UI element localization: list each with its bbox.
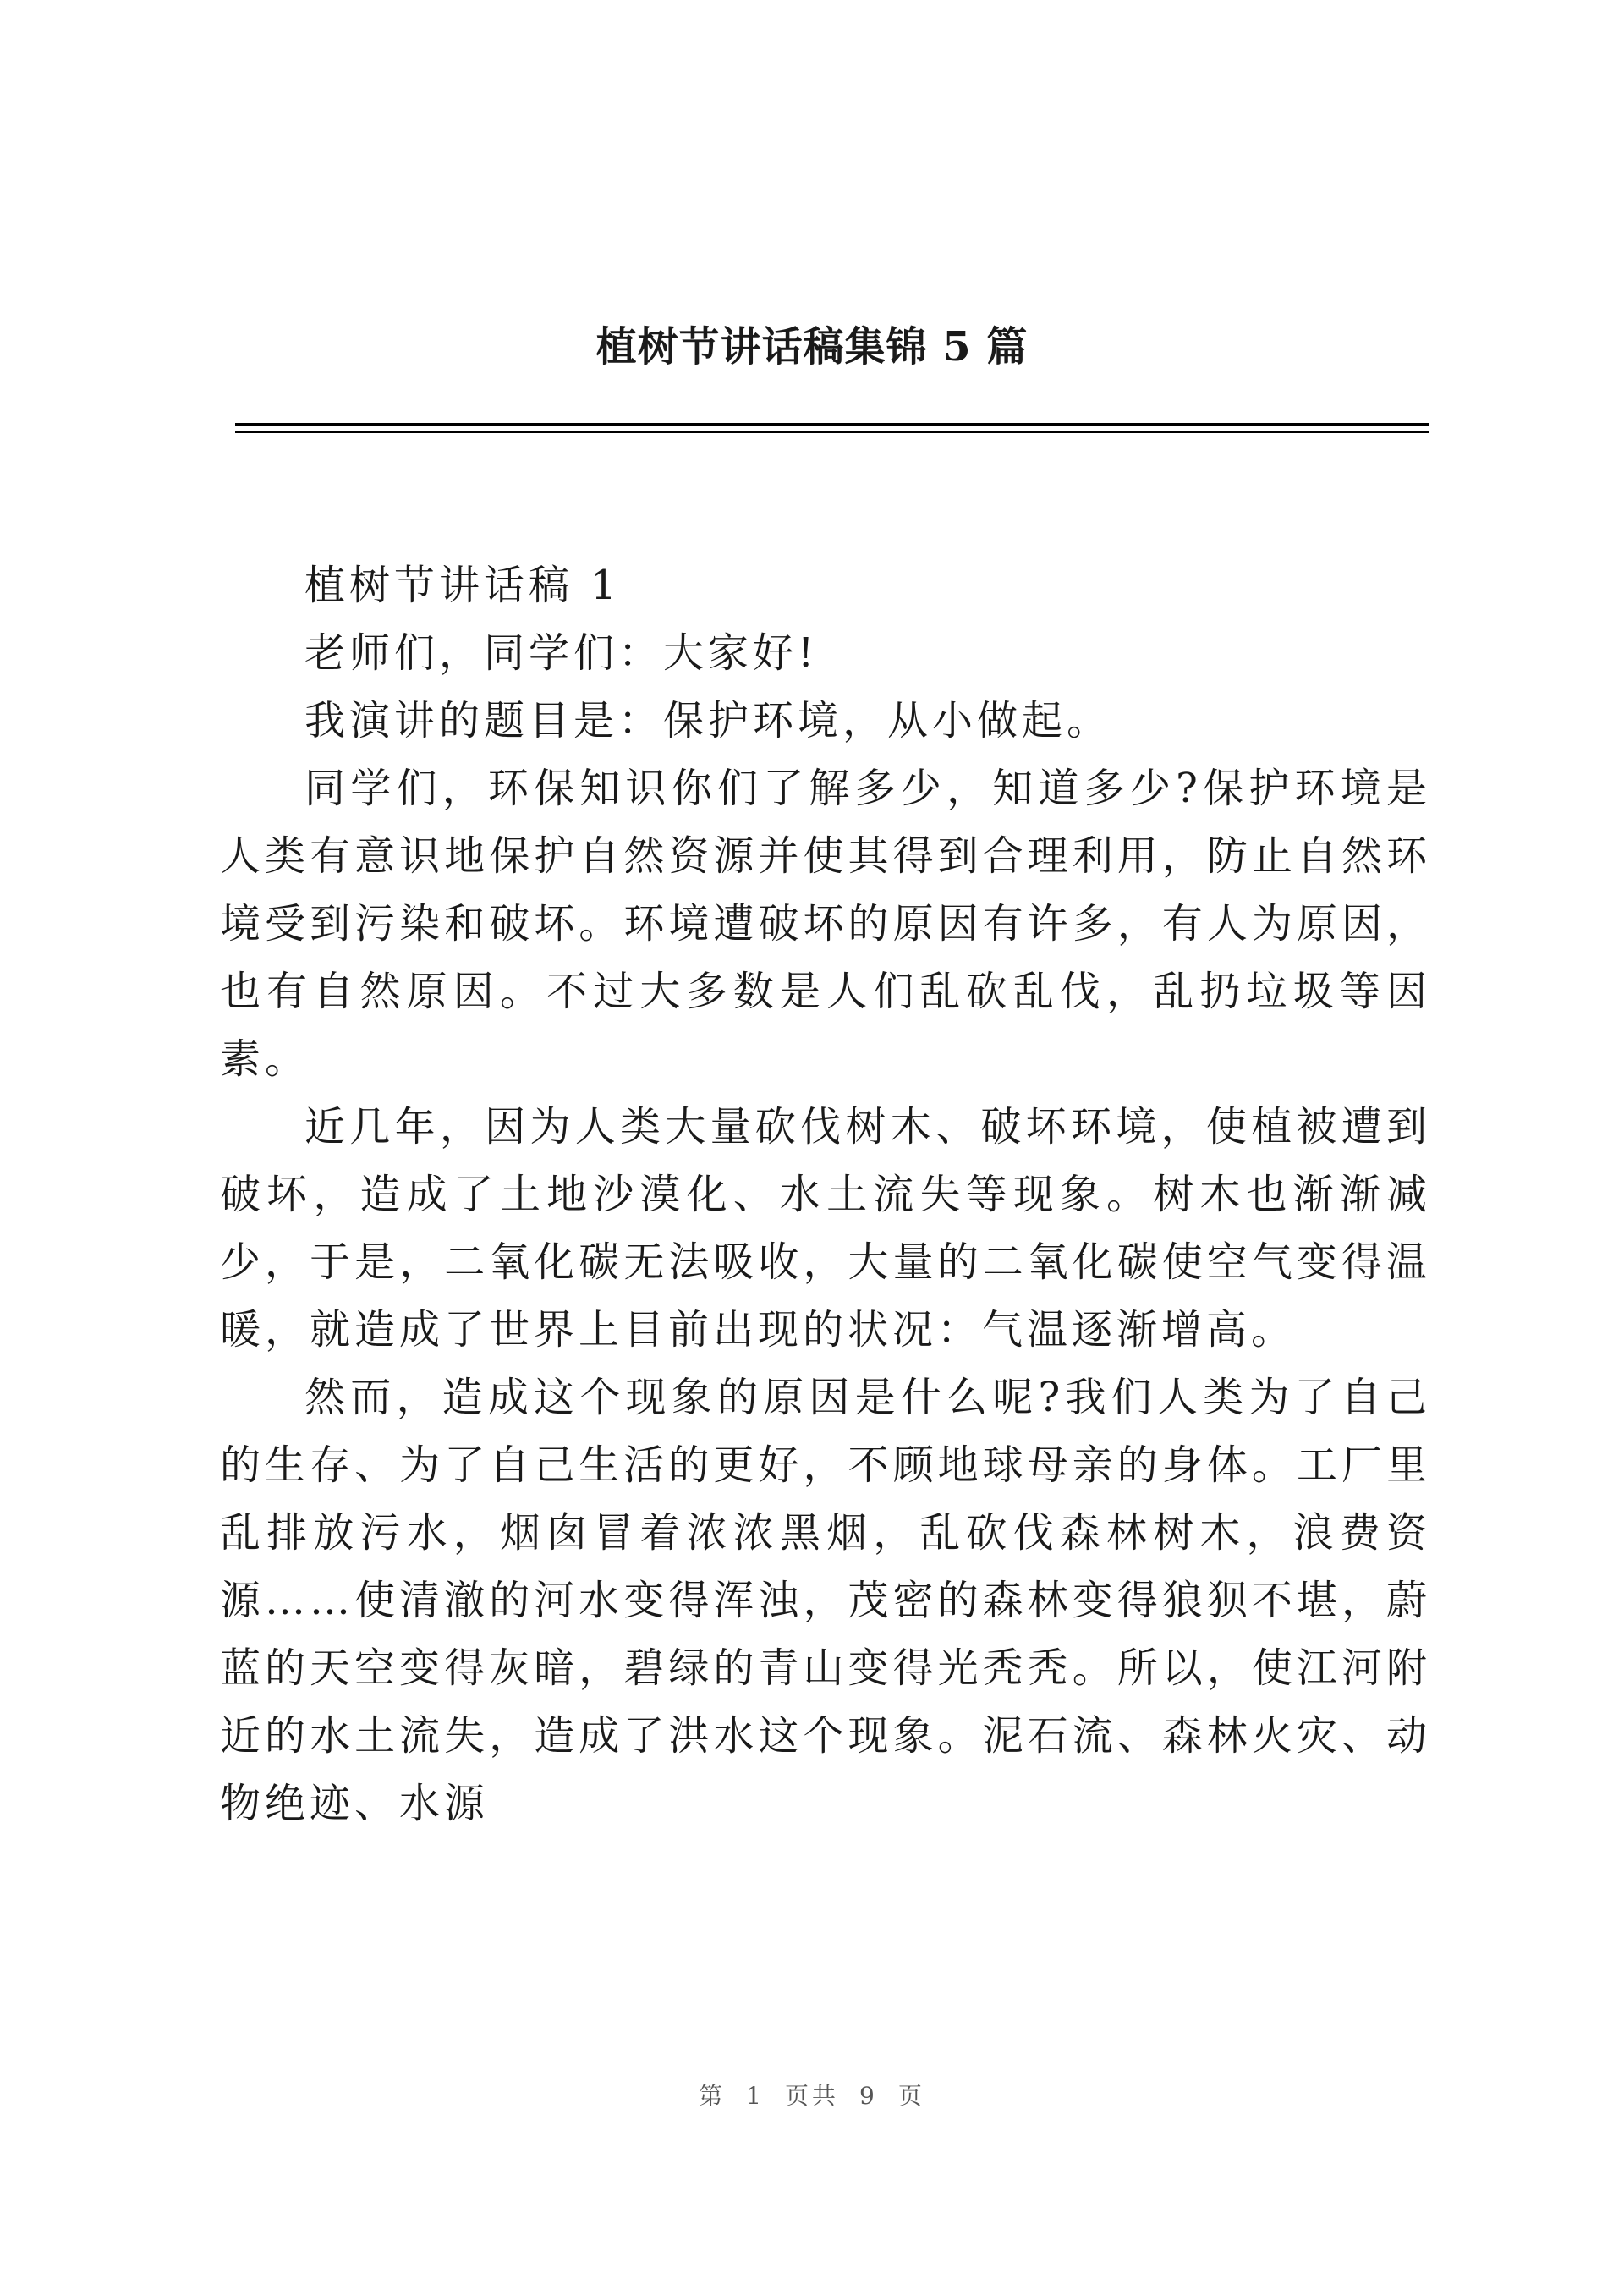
body-paragraph: 近几年，因为人类大量砍伐树木、破坏环境，使植被遭到破坏，造成了土地沙漠化、水土流失等现象。树木也渐渐减少，于是，二氧化碳无法吸收，大量的二氧化碳使空气变得温暖，就造成了世界上目前出现的状况：气温逐渐增高。 xyxy=(220,1103,1431,1353)
document-body xyxy=(220,552,1431,1837)
body-paragraph: 然而，造成这个现象的原因是什么呢?我们人类为了自己的生存、为了自己生活的更好，不顾地球母亲的身体。工厂里乱排放污水，烟囱冒着浓浓黑烟，乱砍伐森林树木，浪费资源……使清澈的河水变得浑浊，茂密的森林变得狼狈不堪，蔚蓝的天空变得灰暗，碧绿的青山变得光秃秃。所以，使江河附近的水土流失，造成了洪水这个现象。泥石流、森林火灾、动物绝迹、水源 xyxy=(220,1374,1431,1827)
footer-suffix: 页 xyxy=(897,2082,925,2110)
section-heading: 植树节讲话稿 1 xyxy=(304,562,621,609)
footer-prefix: 第 xyxy=(699,2082,727,2110)
footer-total-pages: 9 xyxy=(859,2082,878,2110)
topic-paragraph: 我演讲的题目是：保护环境，从小做起。 xyxy=(304,697,1112,744)
footer-current-page: 1 xyxy=(746,2082,765,2110)
title-rule-thick xyxy=(235,423,1429,426)
page-footer xyxy=(0,2078,1624,2111)
document-title: 植树节讲话稿集锦 5 篇 xyxy=(595,323,1029,371)
body-paragraph: 同学们，环保知识你们了解多少，知道多少?保护环境是人类有意识地保护自然资源并使其得到合理利用，防止自然环境受到污染和破坏。环境遭破坏的原因有许多，有人为原因，也有自然原因。不过大多数是人们乱砍乱伐，乱扔垃圾等因素。 xyxy=(220,765,1431,1083)
footer-middle: 页共 xyxy=(784,2082,839,2110)
greeting-paragraph: 老师们，同学们：大家好! xyxy=(304,629,819,677)
title-rule-thin xyxy=(235,431,1429,433)
